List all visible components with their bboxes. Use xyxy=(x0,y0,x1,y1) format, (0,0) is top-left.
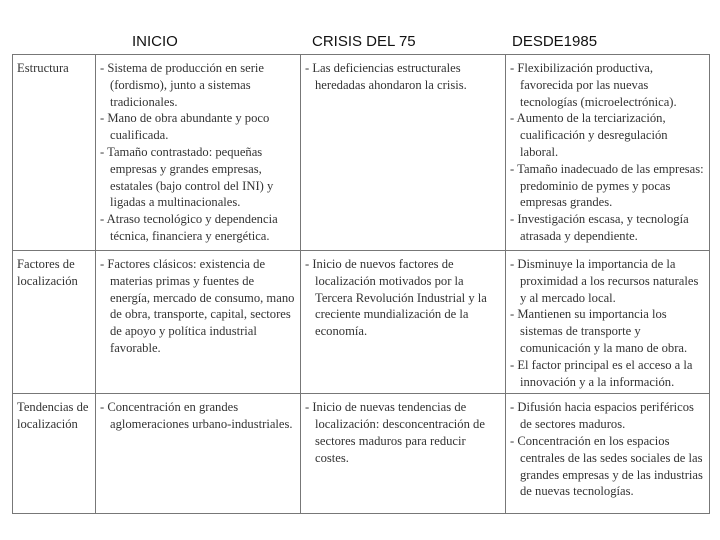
cell-crisis xyxy=(301,55,506,251)
row-label: Estructura xyxy=(13,55,96,251)
list-item: - Tamaño contrastado: pequeñas empresas y grandes empresas, estatales (bajo control del INI) y ligadas a multinacionales. xyxy=(100,144,296,211)
list-item: - Difusión hacia espacios periféricos de sectores maduros. xyxy=(510,399,705,433)
list-item: - Inicio de nuevas tendencias de localización: desconcentración de sectores maduros para reducir costes. xyxy=(305,399,501,466)
column-header-desde: DESDE1985 xyxy=(512,33,598,50)
list-item: - Las deficiencias estructurales heredadas ahondaron la crisis. xyxy=(305,60,501,94)
list-item: - Mano de obra abundante y poco cualificada. xyxy=(100,110,296,144)
cell-desde xyxy=(506,251,710,394)
column-header-inicio: INICIO xyxy=(132,33,178,50)
list-item: - Concentración en grandes aglomeraciones urbano-industriales. xyxy=(100,399,296,433)
cell-inicio xyxy=(96,251,301,394)
list-item: - Aumento de la terciarización, cualificación y desregulación laboral. xyxy=(510,110,705,160)
column-header-crisis: CRISIS DEL 75 xyxy=(312,33,416,50)
table-row-tendencias xyxy=(13,394,710,514)
row-label: Tendencias de localización xyxy=(13,394,96,514)
list-item: - Mantienen su importancia los sistemas de transporte y comunicación y la mano de obra. xyxy=(510,306,705,356)
table-row-estructura xyxy=(13,55,710,251)
row-label: Factores de localización xyxy=(13,251,96,394)
list-item: - Flexibilización productiva, favorecida por las nuevas tecnologías (microelectrónica). xyxy=(510,60,705,110)
cell-inicio xyxy=(96,55,301,251)
list-item: - Concentración en los espacios centrales de las sedes sociales de las grandes empresas y de las industrias de nuevas tecnologías. xyxy=(510,433,705,500)
cell-crisis xyxy=(301,394,506,514)
table-row-factores xyxy=(13,251,710,394)
list-item: - Sistema de producción en serie (fordismo), junto a sistemas tradicionales. xyxy=(100,60,296,110)
cell-desde xyxy=(506,55,710,251)
list-item: - Investigación escasa, y tecnología atrasada y dependiente. xyxy=(510,211,705,245)
cell-crisis xyxy=(301,251,506,394)
list-item: - Atraso tecnológico y dependencia técnica, financiera y energética. xyxy=(100,211,296,245)
cell-inicio xyxy=(96,394,301,514)
list-item: - Disminuye la importancia de la proximidad a los recursos naturales y al mercado local. xyxy=(510,256,705,306)
cell-desde xyxy=(506,394,710,514)
list-item: - El factor principal es el acceso a la innovación y a la información. xyxy=(510,357,705,391)
list-item: - Factores clásicos: existencia de materias primas y fuentes de energía, mercado de consumo, mano de obra, transporte, capital, sectores de apoyo y política industrial favorable. xyxy=(100,256,296,357)
list-item: - Tamaño inadecuado de las empresas: predominio de pymes y pocas empresas grandes. xyxy=(510,161,705,211)
comparison-table xyxy=(12,54,710,514)
list-item: - Inicio de nuevos factores de localización motivados por la Tercera Revolución Industrial y la creciente mundialización de la economía. xyxy=(305,256,501,340)
